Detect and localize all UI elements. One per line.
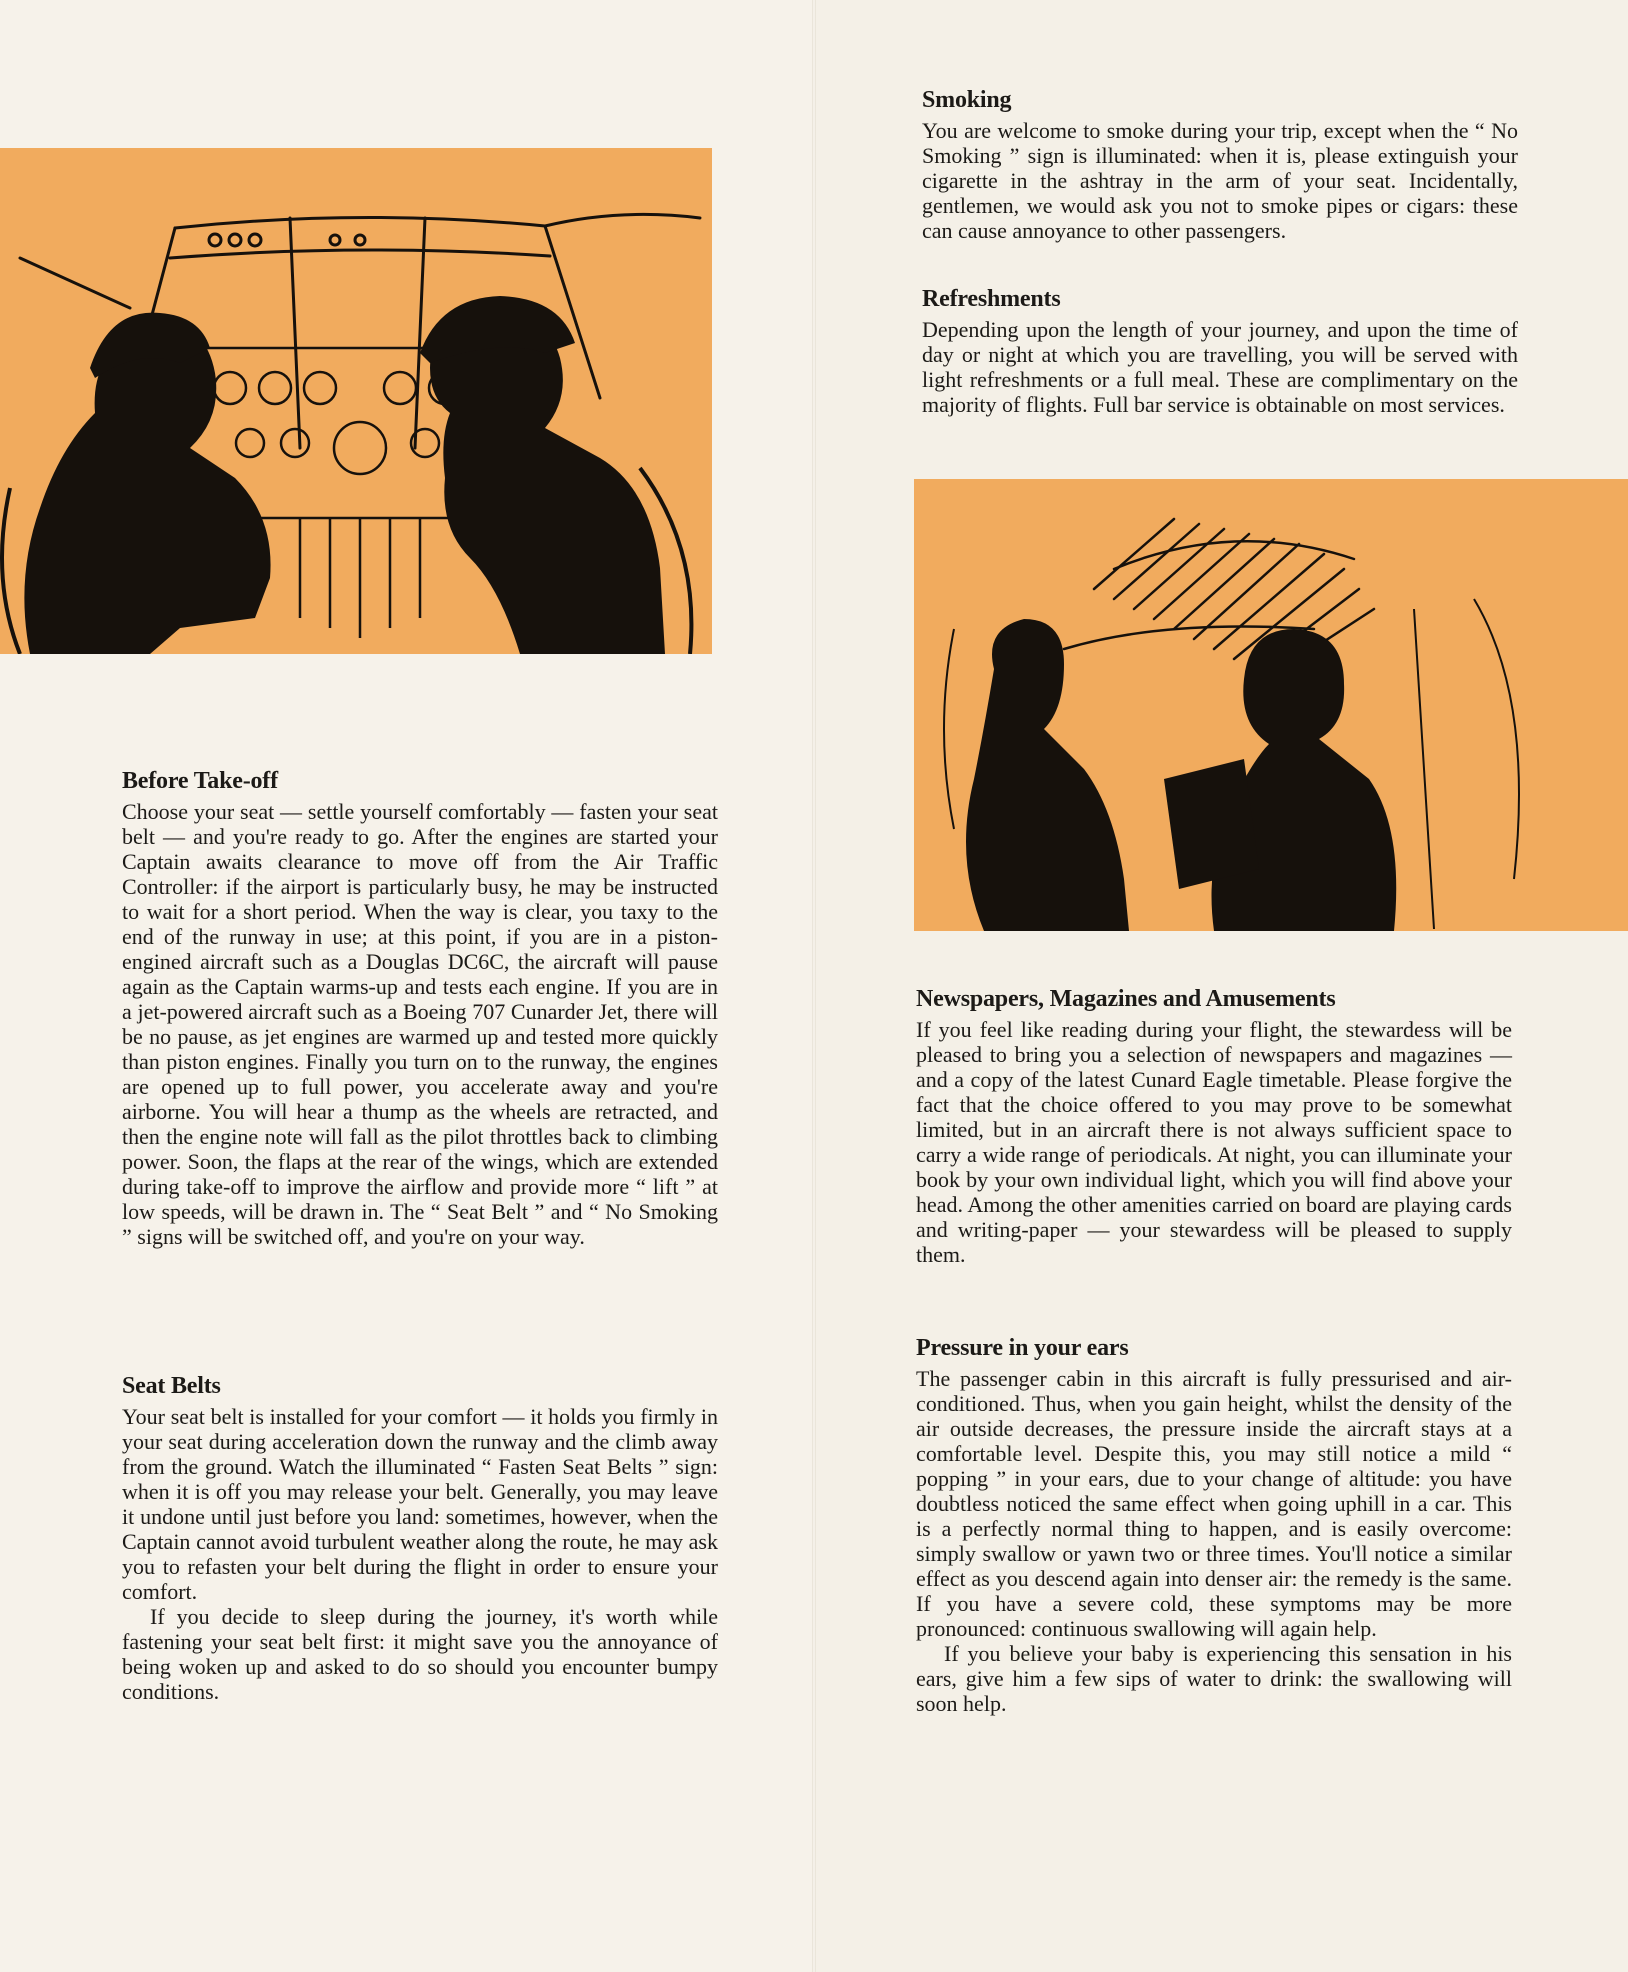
pressure-paragraph-2: If you believe your baby is experiencing this sensation in his ears, give him a few sips of water to drink: the swallowing will soon help. [916, 1641, 1512, 1716]
newspapers-paragraph: If you feel like reading during your flight, the stewardess will be pleased to bring you a selection of newspapers and magazines — and a copy of the latest Cunard Eagle timetable. Please forgive the fact that the choice offered to you may prove to be somewhat limited, but in an aircraft there is not always sufficient space to carry a wide range of periodicals. At night, you can illuminate your book by your own individual light, which you will find above your head. Among the other amenities carried on board are playing cards and writing-paper — your stewardess will be pleased to supply them. [916, 1017, 1512, 1267]
before-takeoff-heading: Before Take-off [122, 768, 278, 794]
page-fold [812, 0, 816, 1972]
refreshments-paragraph: Depending upon the length of your journey, and upon the time of day or night at which you are travelling, you will be served with light refreshments or a full meal. These are complimentary on the majority of flights. Full bar service is obtainable on most services. [922, 317, 1518, 417]
before-takeoff-paragraph: Choose your seat — settle yourself comfortably — fasten your seat belt — and you're ready to go. After the engines are started your Captain awaits clearance to move off from the Air Traffic Controller: if the airport is particularly busy, he may be instructed to wait for a short period. When the way is clear, you taxy to the end of the runway in use; at this point, if you are in a piston-engined aircraft such as a Douglas DC6C, the aircraft will pause again as the Captain warms-up and tests each engine. If you are in a jet-powered aircraft such as a Boeing 707 Cunarder Jet, there will be no pause, as jet engines are warmed up and tested more quickly than piston engines. Finally you turn on to the runway, the engines are opened up to full power, you accelerate away and you're airborne. You will hear a thump as the wheels are retracted, and then the engine note will fall as the pilot throttles back to climbing power. Soon, the flaps at the rear of the wings, which are extended during take-off to improve the airflow and provide more “ lift ” at low speeds, will be drawn in. The “ Seat Belt ” and “ No Smoking ” signs will be switched off, and you're on your way. [122, 799, 718, 1249]
before-takeoff-section [122, 767, 718, 1249]
cockpit-illustration [0, 148, 712, 654]
refreshments-heading: Refreshments [922, 286, 1061, 312]
pressure-heading: Pressure in your ears [916, 1335, 1129, 1361]
smoking-heading: Smoking [922, 87, 1012, 113]
smoking-paragraph: You are welcome to smoke during your trip, except when the “ No Smoking ” sign is illuminated: when it is, please extinguish your cigarette in the ashtray in the arm of your seat. Incidentally, gentlemen, we would ask you not to smoke pipes or cigars: these can cause annoyance to other passengers. [922, 118, 1518, 243]
seat-belts-section [122, 1372, 718, 1704]
seat-belts-heading: Seat Belts [122, 1373, 221, 1399]
newspapers-section [916, 985, 1512, 1267]
cabin-illustration [914, 479, 1628, 931]
seat-belts-paragraph-2: If you decide to sleep during the journey, it's worth while fastening your seat belt first: it might save you the annoyance of being woken up and asked to do so should you encounter bumpy conditions. [122, 1604, 718, 1704]
pressure-section [916, 1334, 1512, 1716]
smoking-section [922, 86, 1518, 243]
cabin-drawing [914, 479, 1628, 931]
newspapers-heading: Newspapers, Magazines and Amusements [916, 986, 1336, 1012]
seat-belts-paragraph-1: Your seat belt is installed for your comfort — it holds you firmly in your seat during acceleration down the runway and the climb away from the ground. Watch the illuminated “ Fasten Seat Belts ” sign: when it is off you may release your belt. Generally, you may leave it undone until just before you land: sometimes, however, when the Captain cannot avoid turbulent weather along the route, he may ask you to refasten your belt during the flight in order to ensure your comfort. [122, 1404, 718, 1604]
pressure-paragraph-1: The passenger cabin in this aircraft is fully pressurised and air-conditioned. Thus, when you gain height, whilst the density of the air outside decreases, the pressure inside the aircraft stays at a comfortable level. Despite this, you may still notice a mild “ popping ” in your ears, due to your change of altitude: you have doubtless noticed the same effect when going uphill in a car. This is a perfectly normal thing to happen, and is easily overcome: simply swallow or yawn two or three times. You'll notice a similar effect as you descend again into denser air: the remedy is the same. If you have a severe cold, these symptoms may be more pronounced: continuous swallowing will again help. [916, 1366, 1512, 1641]
cockpit-drawing [0, 148, 712, 654]
refreshments-section [922, 285, 1518, 417]
